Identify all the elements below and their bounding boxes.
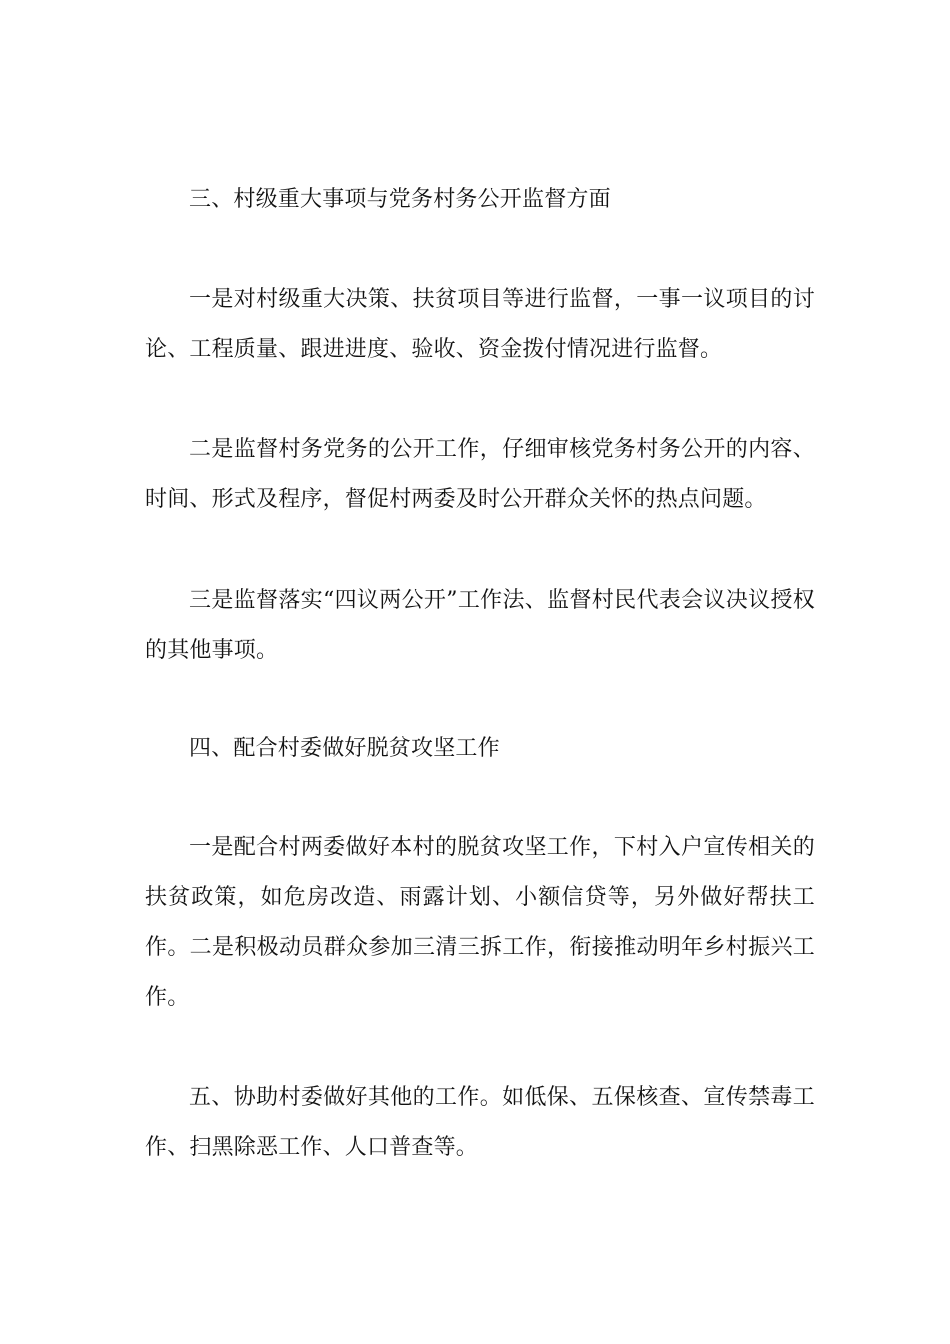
paragraph-four-discussions-supervision: 三是监督落实“四议两公开”工作法、监督村民代表会议决议授权的其他事项。 [145, 588, 815, 663]
section-heading-five: 五、协助村委做好其他的工作。如低保、五保核查、宣传禁毒工作、扫黑除恶工作、人口普查等。 [145, 1085, 815, 1160]
paragraph-poverty-alleviation-work: 一是配合村两委做好本村的脱贫攻坚工作，下村入户宣传相关的扶贫政策，如危房改造、雨露计划、小额信贷等，另外做好帮扶工作。二是积极动员群众参加三清三拆工作，衔接推动明年乡村振兴工作。 [145, 835, 815, 1010]
paragraph-village-decision-supervision: 一是对村级重大决策、扶贫项目等进行监督，一事一议项目的讨论、工程质量、跟进进度、验收、资金拨付情况进行监督。 [145, 287, 815, 362]
section-heading-three: 三、村级重大事项与党务村务公开监督方面 [189, 187, 611, 212]
paragraph-affairs-disclosure-supervision: 二是监督村务党务的公开工作，仔细审核党务村务公开的内容、时间、形式及程序，督促村两委及时公开群众关怀的热点问题。 [145, 437, 815, 512]
section-heading-four: 四、配合村委做好脱贫攻坚工作 [189, 736, 500, 761]
